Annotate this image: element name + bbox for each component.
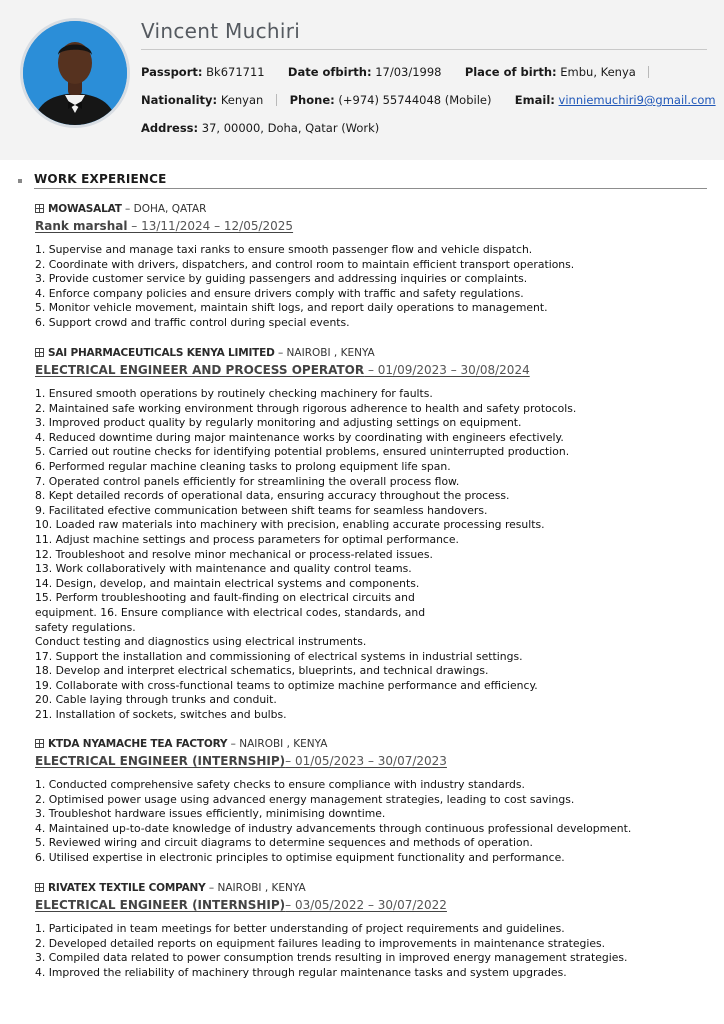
duty-item: 8. Kept detailed records of operational data, ensuring accuracy throughout the process. bbox=[35, 489, 510, 503]
duties-list bbox=[35, 387, 576, 723]
company-name: SAI PHARMACEUTICALS KENYA LIMITED bbox=[48, 347, 275, 359]
building-icon bbox=[35, 739, 44, 748]
company-location: – NAIROBI , KENYA bbox=[277, 347, 375, 359]
info-separator bbox=[648, 66, 649, 78]
job-title: ELECTRICAL ENGINEER (INTERNSHIP) bbox=[35, 754, 286, 768]
duty-item: 3. Provide customer service by guiding passengers and addressing inquiries or complaints. bbox=[35, 272, 528, 286]
duty-item: 3. Improved product quality by regularly monitoring and adjusting settings on equipment. bbox=[35, 416, 522, 430]
nationality-label: Nationality: bbox=[141, 93, 218, 107]
person-photo-icon bbox=[23, 21, 127, 125]
info-row-contact bbox=[141, 93, 724, 107]
duty-item: 3. Troubleshot hardware issues efficiently, minimising downtime. bbox=[35, 807, 386, 821]
company-location: – DOHA, QATAR bbox=[125, 203, 207, 215]
candidate-name: Vincent Muchiri bbox=[141, 19, 301, 43]
duty-item: 2. Optimised power usage using advanced energy management strategies, leading to cost savings. bbox=[35, 792, 575, 806]
duty-item: 19. Collaborate with cross-functional teams to optimize machine performance and efficiency. bbox=[35, 678, 538, 692]
address-value: 37, 00000, Doha, Qatar (Work) bbox=[201, 121, 380, 135]
section-divider bbox=[34, 188, 707, 189]
duties-list bbox=[35, 922, 627, 980]
company-location: – NAIROBI , KENYA bbox=[208, 882, 306, 894]
company-location: – NAIROBI , KENYA bbox=[230, 738, 328, 750]
duty-item: 20. Cable laying through trunks and conduit. bbox=[35, 693, 277, 707]
job-role-line bbox=[35, 754, 447, 768]
duty-item: 9. Facilitated efective communication between shift teams for seamless handovers. bbox=[35, 503, 488, 517]
job-dates: – 13/11/2024 – 12/05/2025 bbox=[127, 219, 294, 233]
address-label: Address: bbox=[141, 121, 199, 135]
profile-header bbox=[0, 0, 724, 160]
duty-item: 4. Reduced downtime during major maintenance works by coordinating with engineers efectively. bbox=[35, 430, 564, 444]
pob-value: Embu, Kenya bbox=[560, 65, 636, 79]
company-name: RIVATEX TEXTILE COMPANY bbox=[48, 882, 206, 894]
building-icon bbox=[35, 883, 44, 892]
duties-list bbox=[35, 778, 631, 866]
job-role-line bbox=[35, 363, 530, 377]
duty-item: 21. Installation of sockets, switches and bulbs. bbox=[35, 708, 287, 722]
duty-item: Conduct testing and diagnostics using electrical instruments. bbox=[35, 635, 367, 649]
phone-value: (+974) 55744048 (Mobile) bbox=[338, 93, 492, 107]
building-icon bbox=[35, 204, 44, 213]
company-name: KTDA NYAMACHE TEA FACTORY bbox=[48, 738, 228, 750]
job-dates: – 01/05/2023 – 30/07/2023 bbox=[285, 754, 447, 768]
job-title: Rank marshal bbox=[35, 219, 128, 233]
duty-item: 5. Monitor vehicle movement, maintain shift logs, and report daily operations to management. bbox=[35, 301, 548, 315]
name-divider bbox=[141, 49, 707, 50]
duty-item: 2. Coordinate with drivers, dispatchers, and control room to maintain efficient transport operations. bbox=[35, 257, 575, 271]
duty-item: 5. Reviewed wiring and circuit diagrams to determine sequences and methods of operation. bbox=[35, 836, 533, 850]
profile-photo bbox=[20, 18, 130, 128]
pob-label: Place of birth: bbox=[464, 65, 557, 79]
section-title: WORK EXPERIENCE bbox=[34, 172, 167, 186]
duty-item: 2. Maintained safe working environment through rigorous adherence to health and safety protocols. bbox=[35, 401, 577, 415]
duty-item: 4. Maintained up-to-date knowledge of industry advancements through continuous professional development. bbox=[35, 821, 632, 835]
duty-item: 3. Compiled data related to power consumption trends resulting in improved energy management strategies. bbox=[35, 951, 628, 965]
job-company-line bbox=[35, 203, 206, 215]
job-role-line bbox=[35, 219, 293, 233]
job-dates: – 03/05/2022 – 30/07/2022 bbox=[285, 898, 447, 912]
duty-item: 1. Conducted comprehensive safety checks to ensure compliance with industry standards. bbox=[35, 778, 525, 791]
job-dates: – 01/09/2023 – 30/08/2024 bbox=[364, 363, 530, 377]
duty-item: 14. Design, develop, and maintain electrical systems and components. bbox=[35, 576, 420, 590]
info-row-address bbox=[141, 121, 379, 135]
duties-list bbox=[35, 243, 574, 331]
duty-item: 6. Performed regular machine cleaning tasks to prolong equipment life span. bbox=[35, 459, 451, 473]
passport-value: Bk671711 bbox=[206, 65, 265, 79]
nationality-value: Kenyan bbox=[220, 93, 264, 107]
company-name: MOWASALAT bbox=[48, 203, 122, 215]
duty-item: 1. Supervise and manage taxi ranks to ensure smooth passenger flow and vehicle dispatch. bbox=[35, 243, 533, 256]
phone-label: Phone: bbox=[289, 93, 335, 107]
duty-item: 1. Ensured smooth operations by routinely checking machinery for faults. bbox=[35, 387, 433, 400]
job-title: ELECTRICAL ENGINEER (INTERNSHIP) bbox=[35, 898, 286, 912]
section-bullet-icon bbox=[18, 179, 22, 183]
job-company-line bbox=[35, 347, 375, 359]
duty-item: 6. Utilised expertise in electronic principles to optimise equipment functionality and performance. bbox=[35, 850, 565, 864]
duty-item: 10. Loaded raw materials into machinery with precision, enabling accurate processing results. bbox=[35, 518, 545, 532]
duty-item: 15. Perform troubleshooting and fault-finding on electrical circuits and bbox=[35, 591, 415, 605]
duty-item: safety regulations. bbox=[35, 620, 136, 634]
duty-item: 18. Develop and interpret electrical schematics, blueprints, and technical drawings. bbox=[35, 664, 489, 678]
duty-item: 2. Developed detailed reports on equipment failures leading to improvements in maintenance strategies. bbox=[35, 936, 606, 950]
job-title: ELECTRICAL ENGINEER AND PROCESS OPERATOR bbox=[35, 363, 365, 377]
info-separator bbox=[276, 94, 277, 106]
job-role-line bbox=[35, 898, 447, 912]
duty-item: equipment. 16. Ensure compliance with electrical codes, standards, and bbox=[35, 605, 426, 619]
duty-item: 7. Operated control panels efficiently for streamlining the overall process flow. bbox=[35, 474, 460, 488]
duty-item: 4. Improved the reliability of machinery through regular maintenance tasks and system upgrades. bbox=[35, 965, 567, 979]
duty-item: 13. Work collaboratively with maintenance and quality control teams. bbox=[35, 562, 412, 576]
dob-value: 17/03/1998 bbox=[375, 65, 442, 79]
passport-label: Passport: bbox=[141, 65, 203, 79]
duty-item: 12. Troubleshoot and resolve minor mechanical or process-related issues. bbox=[35, 547, 433, 561]
job-company-line bbox=[35, 882, 306, 894]
job-company-line bbox=[35, 738, 327, 750]
building-icon bbox=[35, 348, 44, 357]
email-label: Email: bbox=[514, 93, 555, 107]
duty-item: 11. Adjust machine settings and process parameters for optimal performance. bbox=[35, 532, 459, 546]
duty-item: 6. Support crowd and traffic control during special events. bbox=[35, 315, 350, 329]
duty-item: 4. Enforce company policies and ensure drivers comply with traffic and safety regulations. bbox=[35, 286, 524, 300]
duty-item: 17. Support the installation and commissioning of electrical systems in industrial settings. bbox=[35, 649, 523, 663]
dob-label: Date ofbirth: bbox=[287, 65, 372, 79]
email-link[interactable]: vinniemuchiri9@gmail.com bbox=[558, 93, 716, 107]
info-row-passport bbox=[141, 65, 658, 79]
duty-item: 1. Participated in team meetings for better understanding of project requirements and guidelines. bbox=[35, 922, 565, 935]
duty-item: 5. Carried out routine checks for identifying potential problems, ensured uninterrupted production. bbox=[35, 445, 570, 459]
